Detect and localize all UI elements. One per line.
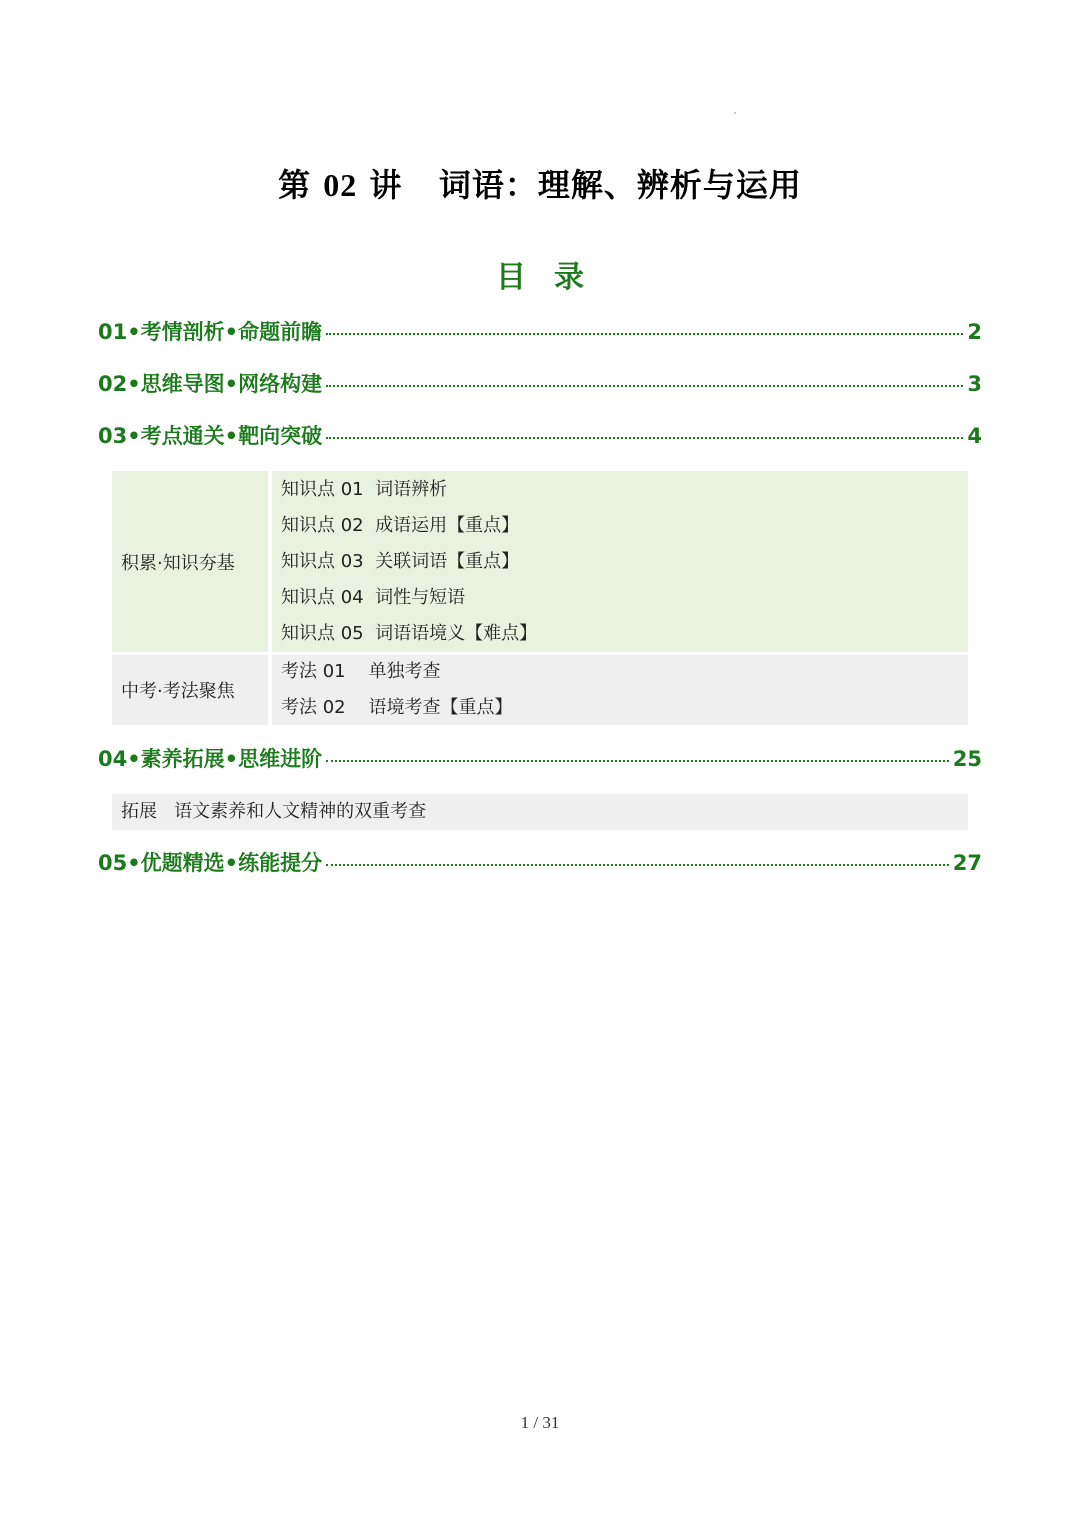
toc-entry-label: 01•考情剖析•命题前瞻	[98, 320, 323, 344]
exam-block	[112, 655, 968, 725]
toc-entry-05[interactable]	[98, 847, 982, 879]
extension-row[interactable]: 拓展 语文素养和人文精神的双重考查	[112, 794, 968, 830]
page-indicator: 1 / 31	[520, 1413, 560, 1432]
toc-entry-page: 4	[967, 424, 982, 448]
dot-leader	[326, 864, 949, 866]
knowledge-block	[112, 471, 968, 652]
toc-entry-01[interactable]	[98, 316, 982, 348]
dot-leader	[326, 385, 963, 387]
toc-entry-page: 27	[952, 851, 982, 875]
document-title	[0, 160, 1080, 206]
knowledge-item[interactable]: 知识点 05 词语语境义【难点】	[281, 622, 538, 644]
toc-entry-page: 3	[967, 372, 982, 396]
toc-entry-page: 2	[967, 320, 982, 344]
toc-heading: 目录	[496, 260, 612, 295]
title-suffix: 讲 词语：理解、辨析与运用	[369, 166, 802, 204]
dot-leader	[326, 437, 963, 439]
toc-entry-label: 05•优题精选•练能提分	[98, 851, 323, 875]
toc-entry-label: 02•思维导图•网络构建	[98, 372, 323, 396]
toc-entry-page: 25	[952, 747, 982, 771]
toc-entry-label: 04•素养拓展•思维进阶	[98, 747, 323, 771]
toc-entry-02[interactable]	[98, 368, 982, 400]
knowledge-items	[272, 471, 968, 652]
toc-entry-03[interactable]	[98, 420, 982, 452]
knowledge-item[interactable]: 知识点 01 词语辨析	[281, 478, 448, 500]
exam-category: 中考·考法聚焦	[112, 655, 268, 725]
exam-item[interactable]: 考法 01 单独考查	[281, 661, 441, 682]
dot-leader	[326, 760, 949, 762]
knowledge-item[interactable]: 知识点 02 成语运用【重点】	[281, 514, 520, 536]
title-number: 02	[323, 167, 358, 203]
knowledge-item[interactable]: 知识点 04 词性与短语	[281, 586, 466, 608]
title-prefix: 第	[278, 166, 312, 204]
toc-entry-04[interactable]	[98, 743, 982, 775]
decorative-dot	[734, 112, 736, 114]
dot-leader	[326, 333, 963, 335]
knowledge-category: 积累·知识夯基	[112, 471, 268, 652]
exam-item[interactable]: 考法 02 语境考查【重点】	[281, 697, 513, 718]
knowledge-item[interactable]: 知识点 03 关联词语【重点】	[281, 550, 520, 572]
toc-entry-label: 03•考点通关•靶向突破	[98, 424, 323, 448]
exam-items	[272, 655, 968, 725]
